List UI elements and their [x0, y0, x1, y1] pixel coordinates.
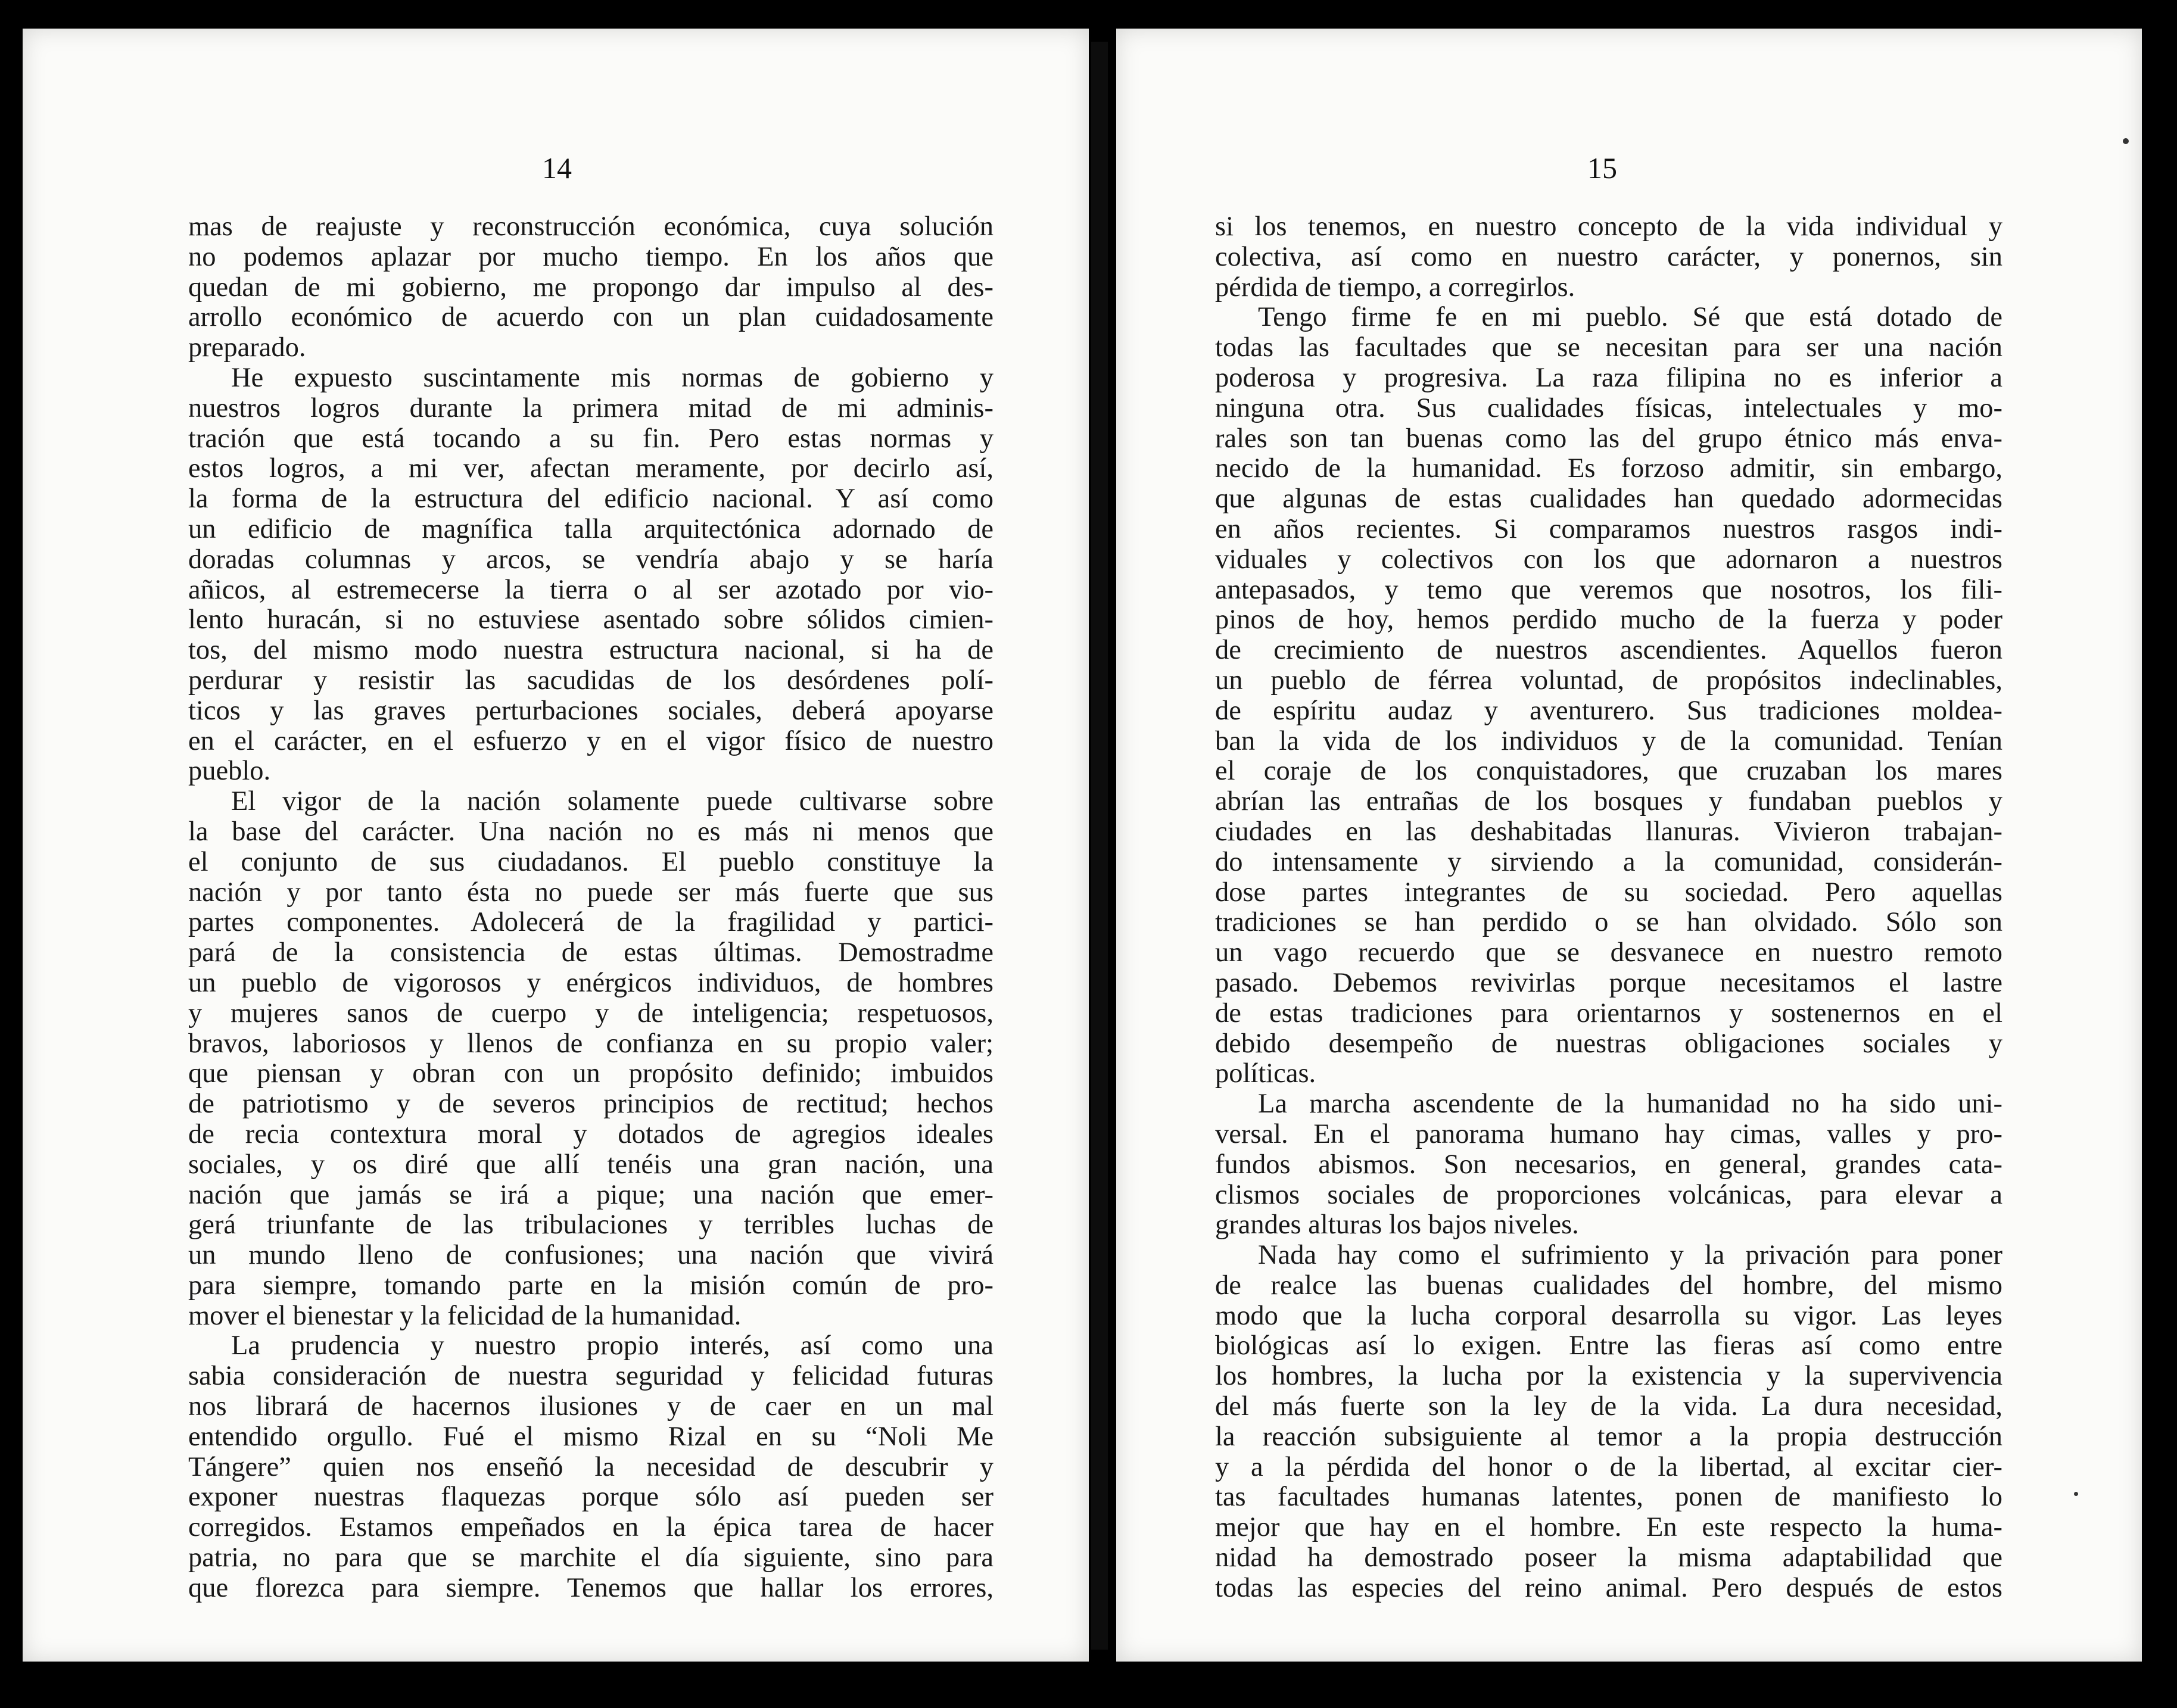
text-line: del más fuerte son la ley de la vida. La dura necesidad, — [1215, 1392, 2002, 1422]
text-line: viduales y colectivos con los que adornaron a nuestros — [1215, 544, 2002, 575]
text-line: abrían las entrañas de los bosques y fundaban pueblos y — [1215, 787, 2002, 817]
text-line: de patriotismo y de severos principios de rectitud; hechos — [188, 1089, 993, 1120]
text-line: de espíritu audaz y aventurero. Sus tradiciones moldea- — [1215, 696, 2002, 726]
text-line: tradiciones se han perdido o se han olvidado. Sólo son — [1215, 908, 2002, 938]
text-line: pará de la consistencia de estas últimas. Demostradme — [188, 938, 993, 968]
text-line: todas las especies del reino animal. Pero después de estos — [1215, 1573, 2002, 1603]
text-line: todas las facultades que se necesitan para ser una nación — [1215, 333, 2002, 363]
text-line: nación que jamás se irá a pique; una nación que emer- — [188, 1180, 993, 1210]
text-line: dose partes integrantes de su sociedad. Pero aquellas — [1215, 877, 2002, 908]
text-line: políticas. — [1215, 1059, 1316, 1089]
text-line: estos logros, a mi ver, afectan meramente, por decirlo así, — [188, 454, 993, 484]
text-line: mas de reajuste y reconstrucción económica, cuya solución — [188, 212, 993, 242]
text-line: Tengo firme fe en mi pueblo. Sé que está dotado de — [1258, 303, 2002, 333]
left-page — [23, 29, 1089, 1662]
text-line: quedan de mi gobierno, me propongo dar impulso al des- — [188, 272, 993, 303]
text-line: tas facultades humanas latentes, ponen de manifiesto lo — [1215, 1482, 2002, 1513]
text-line: doradas columnas y arcos, se vendría abajo y se haría — [188, 544, 993, 575]
text-line: en el carácter, en el esfuerzo y en el vigor físico de nuestro — [188, 726, 993, 756]
text-line: pasado. Debemos revivirlas porque necesitamos el lastre — [1215, 968, 2002, 998]
text-line: sabia consideración de nuestra seguridad y felicidad futuras — [188, 1361, 993, 1392]
text-line: mover el bienestar y la felicidad de la humanidad. — [188, 1301, 742, 1331]
text-line: no podemos aplazar por mucho tiempo. En los años que — [188, 242, 993, 272]
text-line: y mujeres sanos de cuerpo y de inteligencia; respetuosos, — [188, 998, 993, 1028]
text-line: un vago recuerdo que se desvanece en nuestro remoto — [1215, 938, 2002, 968]
text-line: modo que la lucha corporal desarrolla su vigor. Las leyes — [1215, 1301, 2002, 1331]
text-line: la forma de la estructura del edificio nacional. Y así como — [188, 484, 993, 515]
text-line: debido desempeño de nuestras obligaciones sociales y — [1215, 1028, 2002, 1059]
text-line: preparado. — [188, 333, 306, 363]
text-line: de realce las buenas cualidades del hombre, del mismo — [1215, 1270, 2002, 1301]
text-line: necido de la humanidad. Es forzoso admitir, sin embargo, — [1215, 454, 2002, 484]
text-line: que algunas de estas cualidades han quedado adormecidas — [1215, 484, 2002, 515]
text-line: nidad ha demostrado poseer la misma adaptabilidad que — [1215, 1543, 2002, 1573]
text-line: tos, del mismo modo nuestra estructura nacional, si ha de — [188, 635, 993, 666]
text-line: nos librará de hacernos ilusiones y de caer en un mal — [188, 1392, 993, 1422]
text-line: lento huracán, si no estuviese asentado sobre sólidos cimien- — [188, 605, 993, 635]
text-line: un edificio de magnífica talla arquitectónica adornado de — [188, 514, 993, 544]
text-line: colectiva, así como en nuestro carácter, y ponernos, sin — [1215, 242, 2002, 272]
text-line: versal. En el panorama humano hay cimas, valles y pro- — [1215, 1119, 2002, 1149]
text-line: perdurar y resistir las sacudidas de los desórdenes polí- — [188, 665, 993, 696]
text-line: nuestros logros durante la primera mitad de mi adminis- — [188, 393, 993, 423]
text-line: gerá triunfante de las tribulaciones y terribles luchas de — [188, 1210, 993, 1241]
text-line: y a la pérdida del honor o de la libertad, al excitar cier- — [1215, 1452, 2002, 1482]
dust-speck — [2123, 138, 2129, 144]
text-line: un mundo lleno de confusiones; una nación que vivirá — [188, 1241, 993, 1271]
text-line: la base del carácter. Una nación no es más ni menos que — [188, 816, 993, 847]
text-line: poderosa y progresiva. La raza filipina no es inferior a — [1215, 363, 2002, 393]
text-line: un pueblo de vigorosos y enérgicos individuos, de hombres — [188, 968, 993, 998]
text-line: en años recientes. Si comparamos nuestros rasgos indi- — [1215, 514, 2002, 544]
text-line: La prudencia y nuestro propio interés, así como una — [231, 1331, 993, 1361]
text-line: arrollo económico de acuerdo con un plan cuidadosamente — [188, 303, 993, 333]
page-number: 15 — [1587, 151, 1617, 185]
text-line: un pueblo de férrea voluntad, de propósitos indeclinables, — [1215, 665, 2002, 696]
text-line: clismos sociales de proporciones volcánicas, para elevar a — [1215, 1180, 2002, 1210]
text-line: sociales, y os diré que allí tenéis una gran nación, una — [188, 1149, 993, 1180]
text-line: exponer nuestras flaquezas porque sólo así pueden ser — [188, 1482, 993, 1513]
text-line: ciudades en las deshabitadas llanuras. Vivieron trabajan- — [1215, 816, 2002, 847]
text-line: partes componentes. Adolecerá de la fragilidad y partici- — [188, 908, 993, 938]
text-line: patria, no para que se marchite el día siguiente, sino para — [188, 1543, 993, 1573]
text-line: que florezca para siempre. Tenemos que hallar los errores, — [188, 1573, 993, 1603]
text-line: grandes alturas los bajos niveles. — [1215, 1210, 1579, 1241]
text-line: la reacción subsiguiente al temor a la propia destrucción — [1215, 1422, 2002, 1452]
text-line: de estas tradiciones para orientarnos y sostenernos en el — [1215, 998, 2002, 1028]
text-line: nación y por tanto ésta no puede ser más fuerte que sus — [188, 877, 993, 908]
text-line: El vigor de la nación solamente puede cultivarse sobre — [231, 787, 993, 817]
text-line: antepasados, y temo que veremos que nosotros, los fili- — [1215, 575, 2002, 605]
text-line: Nada hay como el sufrimiento y la privación para poner — [1258, 1241, 2002, 1271]
dust-speck — [2074, 1492, 2078, 1496]
text-line: ninguna otra. Sus cualidades físicas, intelectuales y mo- — [1215, 393, 2002, 423]
text-line: que piensan y obran con un propósito definido; imbuidos — [188, 1059, 993, 1089]
text-line: para siempre, tomando parte en la misión común de pro- — [188, 1270, 993, 1301]
text-line: corregidos. Estamos empeñados en la épica tarea de hacer — [188, 1513, 993, 1543]
text-line: pinos de hoy, hemos perdido mucho de la fuerza y poder — [1215, 605, 2002, 635]
text-line: ban la vida de los individuos y de la comunidad. Tenían — [1215, 726, 2002, 756]
page-body — [1215, 212, 2002, 1604]
text-line: de recia contextura moral y dotados de agregios ideales — [188, 1119, 993, 1149]
text-line: pérdida de tiempo, a corregirlos. — [1215, 272, 1575, 303]
page-number: 14 — [542, 151, 572, 185]
text-line: fundos abismos. Son necesarios, en general, grandes cata- — [1215, 1149, 2002, 1180]
text-line: ticos y las graves perturbaciones sociales, deberá apoyarse — [188, 696, 993, 726]
text-line: de crecimiento de nuestros ascendientes. Aquellos fueron — [1215, 635, 2002, 666]
text-line: do intensamente y sirviendo a la comunidad, considerán- — [1215, 847, 2002, 877]
text-line: mejor que hay en el hombre. En este respecto la huma- — [1215, 1513, 2002, 1543]
text-line: tración que está tocando a su fin. Pero estas normas y — [188, 423, 993, 454]
text-line: Tángere” quien nos enseñó la necesidad de descubrir y — [188, 1452, 993, 1482]
text-line: pueblo. — [188, 756, 271, 787]
text-line: el conjunto de sus ciudadanos. El pueblo constituye la — [188, 847, 993, 877]
text-line: rales son tan buenas como las del grupo étnico más enva- — [1215, 423, 2002, 454]
book-spine — [1091, 42, 1108, 1650]
text-line: bravos, laboriosos y llenos de confianza en su propio valer; — [188, 1028, 993, 1059]
text-line: La marcha ascendente de la humanidad no ha sido uni- — [1258, 1089, 2002, 1120]
text-line: He expuesto suscintamente mis normas de gobierno y — [231, 363, 993, 393]
text-line: los hombres, la lucha por la existencia y la supervivencia — [1215, 1361, 2002, 1392]
text-line: añicos, al estremecerse la tierra o al ser azotado por vio- — [188, 575, 993, 605]
text-line: el coraje de los conquistadores, que cruzaban los mares — [1215, 756, 2002, 787]
right-page — [1116, 29, 2142, 1662]
text-line: entendido orgullo. Fué el mismo Rizal en su “Noli Me — [188, 1422, 993, 1452]
text-line: biológicas así lo exigen. Entre las fieras así como entre — [1215, 1331, 2002, 1361]
text-line: si los tenemos, en nuestro concepto de la vida individual y — [1215, 212, 2002, 242]
page-body — [188, 212, 993, 1604]
